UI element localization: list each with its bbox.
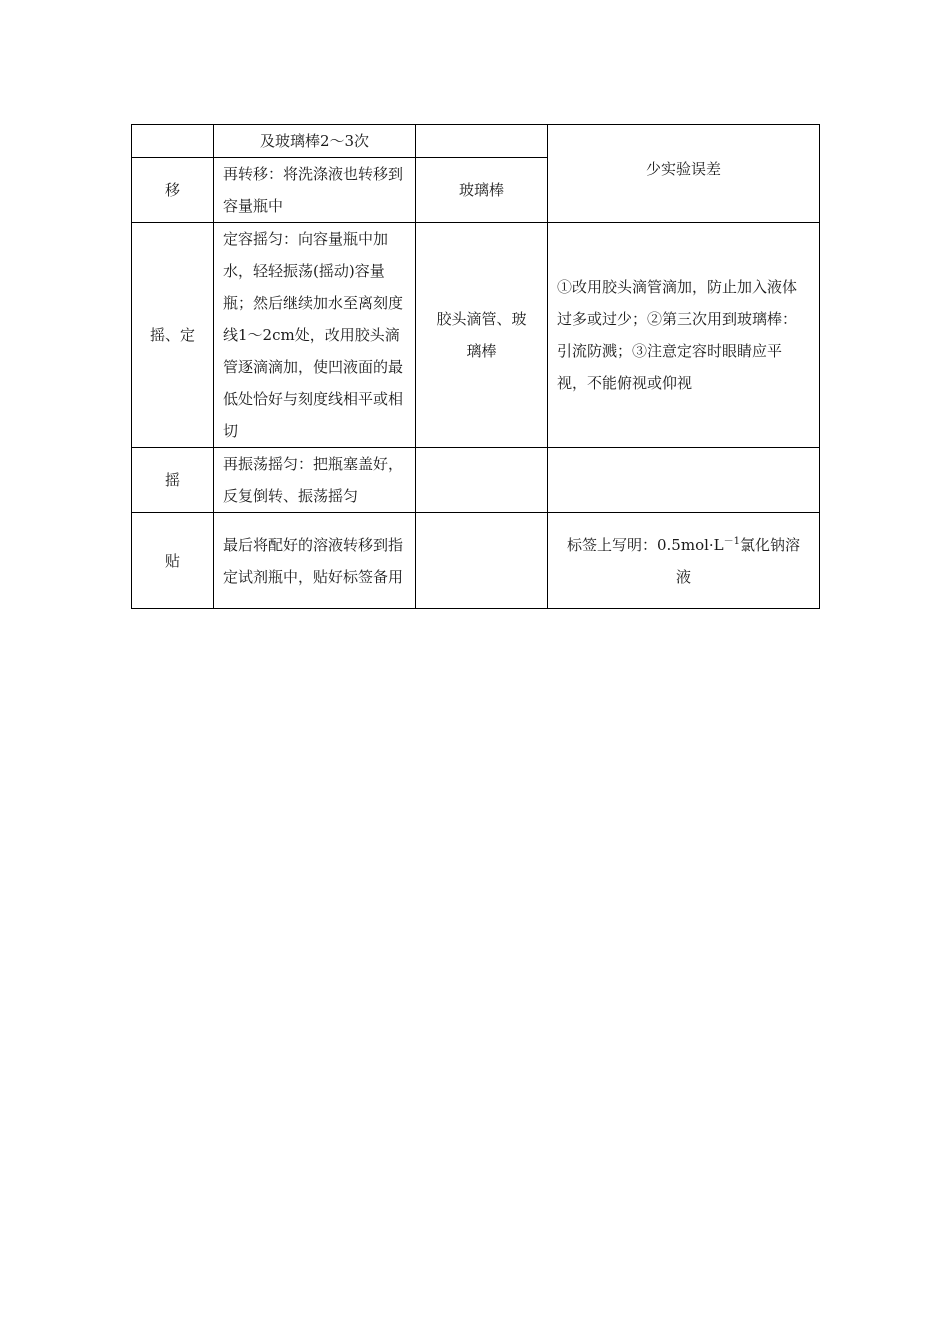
instrument-cell: 胶头滴管、玻璃棒 <box>416 223 548 448</box>
step-cell <box>132 125 214 158</box>
operation-cell: 定容摇匀：向容量瓶中加水，轻轻振荡(摇动)容量瓶；然后继续加水至离刻度线1～2cm处，改用胶头滴管逐滴滴加，使凹液面的最低处恰好与刻度线相平或相切 <box>214 223 416 448</box>
operation-cell: 及玻璃棒2～3次 <box>214 125 416 158</box>
operation-cell: 再振荡摇匀：把瓶塞盖好，反复倒转、振荡摇匀 <box>214 448 416 513</box>
table-row <box>132 448 820 513</box>
instrument-cell <box>416 125 548 158</box>
step-cell: 贴 <box>132 513 214 609</box>
step-cell: 摇、定 <box>132 223 214 448</box>
step-cell: 摇 <box>132 448 214 513</box>
note-cell: 少实验误差 <box>548 125 820 223</box>
note-cell: ①改用胶头滴管滴加，防止加入液体过多或过少；②第三次用到玻璃棒：引流防溅；③注意定容时眼睛应平视，不能俯视或仰视 <box>548 223 820 448</box>
operation-cell: 再转移：将洗涤液也转移到容量瓶中 <box>214 158 416 223</box>
label-note-suffix: 氯化钠溶液 <box>675 535 801 586</box>
note-cell <box>548 448 820 513</box>
instrument-cell <box>416 448 548 513</box>
experiment-steps-table <box>131 124 820 609</box>
label-note-text: 标签上写明：0.5mol·L <box>566 535 724 554</box>
instrument-cell <box>416 513 548 609</box>
table-row <box>132 125 820 158</box>
table-row <box>132 513 820 609</box>
note-cell <box>548 513 820 609</box>
table-row <box>132 223 820 448</box>
unit-exponent: －1 <box>723 535 740 547</box>
operation-cell: 最后将配好的溶液转移到指定试剂瓶中，贴好标签备用 <box>214 513 416 609</box>
instrument-cell: 玻璃棒 <box>416 158 548 223</box>
step-cell: 移 <box>132 158 214 223</box>
